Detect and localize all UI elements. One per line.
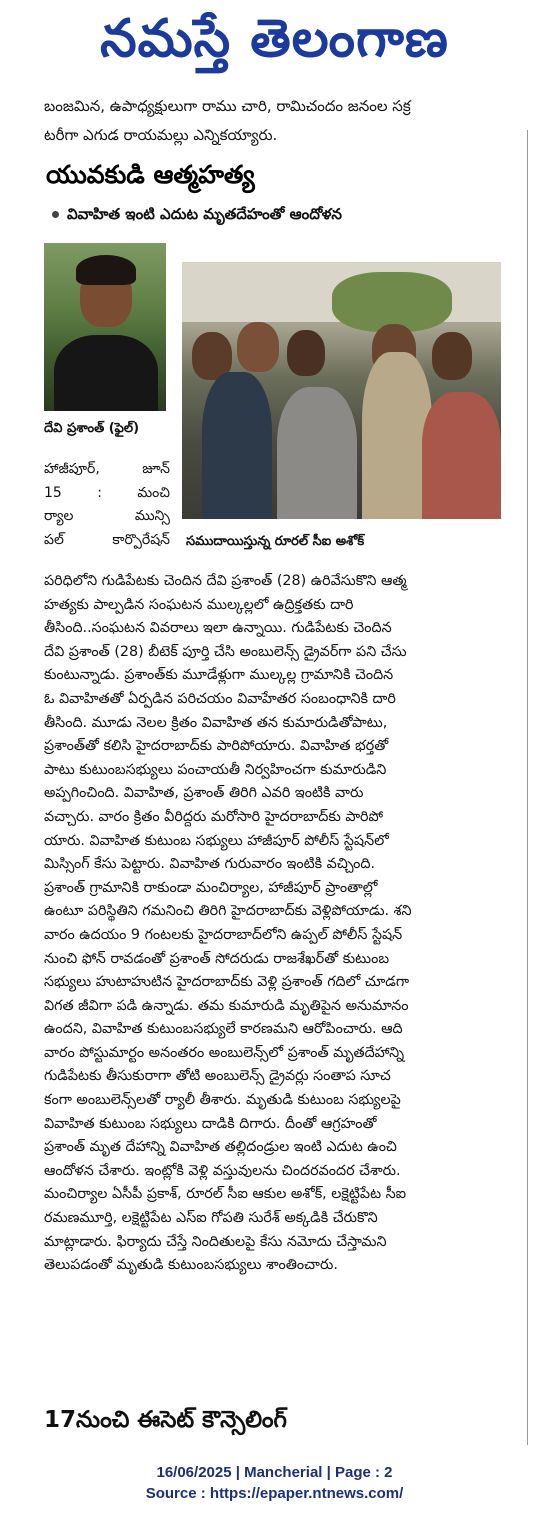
body-line: దేవి ప్రశాంత్ (28) బీటెక్ పూర్తి చేసి అంబులెన్స్ డ్రైవర్‌గా పని చేసు — [44, 643, 407, 660]
body-line: తీసింది. మూడు నెలల క్రితం వివాహిత తన కుమారుడితోపాటు, — [44, 714, 388, 731]
body-line: తెలుపడంతో మృతుడి కుటుంబసభ్యులు శాంతించారు. — [44, 1257, 338, 1274]
crowd-photo-figure — [277, 387, 357, 519]
person-photo-caption: దేవి ప్రశాంత్ (ఫైల్) — [44, 421, 140, 436]
next-story-headline: 17నుంచి ఈసెట్ కౌన్సెలింగ్ — [44, 1407, 287, 1433]
body-line: పాటు కుటుంబసభ్యులు పంచాయతీ నిర్వహించగా కుమారుడిని — [44, 761, 387, 778]
crowd-photo-figure — [237, 322, 279, 372]
body-line: హత్యకు పాల్పడిన సంఘటన ముల్కల్లలో ఉద్రిక్తతకు దారి — [44, 596, 354, 613]
body-line: ఓ వివాహితతో ఏర్పడిన పరిచయం వివాహేతర సంబంధానికి దారి — [44, 690, 396, 707]
body-line: వచ్చారు. వారం క్రితం వీరిద్దరు మరోసారి హైదరాబాద్‌కు పారిపో — [44, 808, 384, 825]
body-line: తీసింది..సంఘటన వివరాలు ఇలా ఉన్నాయి. గుడిపేటకు చెందిన — [44, 620, 392, 637]
adjacent-column-edge — [532, 130, 549, 1445]
body-line: కంగా అంబులెన్స్‌లతో ర్యాలీ తీశారు. మృతుడి కుటుంబ సభ్యులపై — [44, 1092, 401, 1109]
body-line: ప్రశాంత్‌తో కలిసి హైదరాబాద్‌కు పారిపోయారు. వివాహిత భర్తతో — [44, 738, 389, 755]
crowd-photo — [182, 262, 501, 519]
body-line: గుడిపేటకు తీసుకురాగా తోటి అంబులెన్స్ డ్రైవర్లు సంతాప సూచ — [44, 1068, 391, 1085]
body-line: నుంచి ఫోన్ రావడంతో ప్రశాంత్ సోదరుడు రాజశేఖర్‌తో కుటుంబ — [44, 950, 390, 967]
body-line: మాట్లాడారు. ఫిర్యాదు చేస్తే నిందితులపై కేసు నమోదు చేస్తామని — [44, 1233, 387, 1250]
body-line: యారు. వివాహిత కుటుంబ సభ్యులు హాజీపూర్ పోలీస్ స్టేషన్‌లో — [44, 832, 389, 849]
crowd-photo-figure — [422, 392, 501, 519]
story-body — [44, 570, 514, 1278]
dateline-line: పల్ కార్పొరేషన్ — [44, 531, 170, 548]
body-line: ఉంటూ పరిస్థితిని గమనించి తిరిగి హైదరాబాద్‌కు వెళ్లిపోయాడు. శని — [44, 903, 412, 920]
story-headline: యువకుడి ఆత్మహత్య — [46, 160, 255, 189]
body-line: అప్పగించింది. వివాహిత, ప్రశాంత్ తిరిగి ఎవరి ఇంటికి వారు — [44, 785, 364, 802]
masthead — [0, 0, 549, 90]
previous-story-line-2: టరీగా ఎగుడ రాయమల్లు ఎన్నికయ్యారు. — [44, 126, 278, 144]
body-line: కుంటున్నాడు. ప్రశాంత్‌కు మూడేళ్లుగా ముల్కల్ల గ్రామానికి చెందిన — [44, 667, 394, 684]
body-line: వారం పోస్టుమార్టం అనంతరం అంబులెన్స్‌లో ప్రశాంత్ మృతదేహాన్ని — [44, 1044, 405, 1061]
crowd-photo-caption: సముదాయిస్తున్న రూరల్ సీఐ అశోక్ — [186, 534, 365, 549]
person-photo-hair-shape — [76, 255, 136, 285]
body-line: ఆందోళన చేశారు. ఇంట్లోకి వెళ్లి వస్తువులను చిందరవందర చేశారు. — [44, 1162, 401, 1179]
body-line: సభ్యులు హుటాహుటిన హైదరాబాద్‌కు వెళ్లి ప్రశాంత్ గదిలో చూడగా — [44, 974, 410, 991]
body-line: ప్రశాంత్ గ్రామానికి రాకుండా మంచిర్యాల, హాజీపూర్ ప్రాంతాల్లో — [44, 879, 378, 896]
body-line: విగత జీవిగా పడి ఉన్నాడు. తమ కుమారుడి మృతిపైన అనుమానం — [44, 997, 409, 1014]
body-line: ప్రశాంత్ మృత దేహాన్ని వివాహిత తల్లిదండ్రుల ఇంటి ఎదుట ఉంచి — [44, 1139, 397, 1156]
footer-source-line: Source : https://epaper.ntnews.com/ — [145, 1485, 404, 1502]
crowd-photo-figure — [287, 330, 325, 376]
story-subhead — [52, 205, 342, 227]
column-divider — [527, 130, 528, 1445]
body-line: పరిధిలోని గుడిపేటకు చెందిన దేవి ప్రశాంత్ (28) ఉరివేసుకొని ఆత్మ — [44, 573, 407, 589]
bullet-icon — [52, 211, 59, 218]
body-line: మంచిర్యాల ఏసీపీ ప్రకాశ్, రూరల్ సీఐ ఆకుల అశోక్, లక్షెట్టిపేట సీఐ — [44, 1186, 407, 1203]
story-dateline-column — [44, 458, 170, 552]
crowd-photo-figure — [202, 372, 272, 519]
dateline-line: 15 : మంచి — [44, 484, 170, 501]
crowd-photo-figure — [432, 332, 472, 380]
body-line: ఉందని, వివాహిత కుటుంబసభ్యులే కారణమని ఆరోపించారు. ఆది — [44, 1021, 403, 1038]
body-line: వారం ఉదయం 9 గంటలకు హైదరాబాద్‌లోని ఉప్పల్ పోలీస్ స్టేషన్ — [44, 926, 403, 943]
person-photo-body-shape — [54, 335, 158, 411]
page-footer — [0, 1462, 549, 1504]
person-photo — [44, 243, 166, 411]
dateline-line: ర్యాల మున్సి — [44, 508, 170, 524]
body-line: రమణమూర్తి, లక్షెట్టిపేట ఎస్ఐ గోపతి సురేశ్ అక్కడికి చేరుకొని — [44, 1210, 378, 1227]
previous-story-line-1: బంజమిన, ఉపాధ్యక్షులుగా రాము చారి, రామిచందం జనంల సక్ర — [44, 97, 411, 115]
crowd-photo-tree — [332, 272, 452, 332]
masthead-title: నమస్తే తెలంగాణ — [100, 8, 449, 69]
footer-edition-line: 16/06/2025 | Mancherial | Page : 2 — [156, 1464, 393, 1481]
body-line: మిస్సింగ్ కేసు పెట్టారు. వివాహిత గురువారం ఇంటికి వచ్చింది. — [44, 856, 376, 873]
story-subhead-text: వివాహిత ఇంటి ఎదుట మృతదేహంతో ఆందోళన — [67, 205, 342, 223]
dateline-line: హాజీపూర్, జూన్ — [44, 461, 170, 477]
body-line: వివాహిత కుటుంబ సభ్యులు దాడికి దిగారు. దీంతో ఆగ్రహంతో — [44, 1115, 377, 1132]
